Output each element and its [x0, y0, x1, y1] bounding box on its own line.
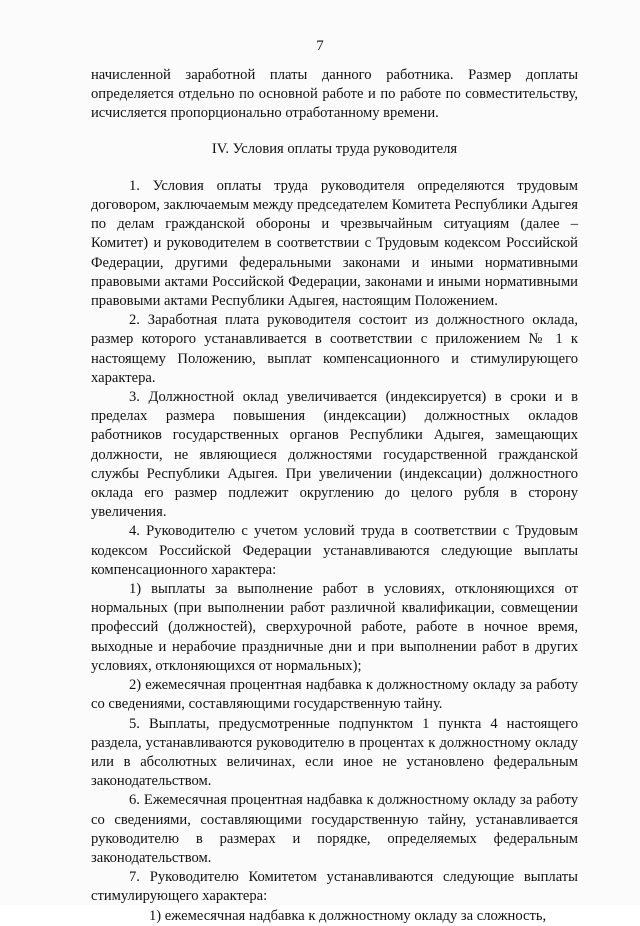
paragraph-4: 4. Руководителю с учетом условий труда в соответствии с Трудовым кодексом Российской Федерации устанавливаются следующие выплаты компенсационного характера:	[91, 523, 578, 578]
paragraph-6: 6. Ежемесячная процентная надбавка к должностному окладу за работу со сведениями, составляющими государственную тайну, устанавливается руководителю в размерах и порядке, определяемых федеральным законодательством.	[91, 792, 578, 866]
document-body	[91, 66, 578, 926]
paragraph-3: 3. Должностной оклад увеличивается (индексируется) в сроки и в пределах размера повышения (индексации) должностных окладов работников государственных органов Республики Адыгея, замещающих должности, не являющиеся должностями государственной гражданской службы Республики Адыгея. При увеличении (индексации) должностного оклада его размер подлежит округлению до целого рубля в сторону увеличения.	[91, 389, 578, 521]
paragraph-5: 5. Выплаты, предусмотренные подпунктом 1 пункта 4 настоящего раздела, устанавливаются руководителю в процентах к должностному окладу или в абсолютных величинах, если иное не установлено федеральным законодательством.	[91, 715, 578, 790]
page-number: 7	[316, 38, 324, 54]
paragraph-2: 2. Заработная плата руководителя состоит из должностного оклада, размер которого устанавливается в соответствии с приложением № 1 к настоящему Положению, выплат компенсационного и стимулирующего характера.	[91, 312, 578, 386]
paragraph-1: 1. Условия оплаты труда руководителя определяются трудовым договором, заключаемым между председателем Комитета Республики Адыгея по делам гражданской обороны и чрезвычайным ситуациям (далее – Комитет) и руководителем в соответствии с Трудовым кодексом Российской Федерации, другими федеральными законами и иными нормативными правовыми актами Российской Федерации, законами и иными нормативными правовыми актами Республики Адыгея, настоящим Положением.	[91, 177, 578, 310]
section-heading: IV. Условия оплаты труда руководителя	[211, 140, 458, 157]
subparagraph-4-1: 1) выплаты за выполнение работ в условиях, отклоняющихся от нормальных (при выполнении работ различной квалификации, совмещении профессий (должностей), сверхурочной работе, работе в ночное время, выходные и нерабочие праздничные дни и при выполнении работ в других условиях, отклоняющихся от нормальных);	[91, 581, 578, 674]
subparagraph-7-1: 1) ежемесячная надбавка к должностному окладу за сложность,	[149, 907, 547, 924]
subparagraph-4-2: 2) ежемесячная процентная надбавка к должностному окладу за работу со сведениями, составляющими государственную тайну.	[91, 677, 578, 713]
intro-paragraph: начисленной заработной платы данного работника. Размер доплаты определяется отдельно по основной работе и по работе по совместительству, исчисляется пропорционально отработанному времени.	[91, 67, 578, 122]
paragraph-7: 7. Руководителю Комитетом устанавливаются следующие выплаты стимулирующего характера:	[91, 869, 578, 905]
